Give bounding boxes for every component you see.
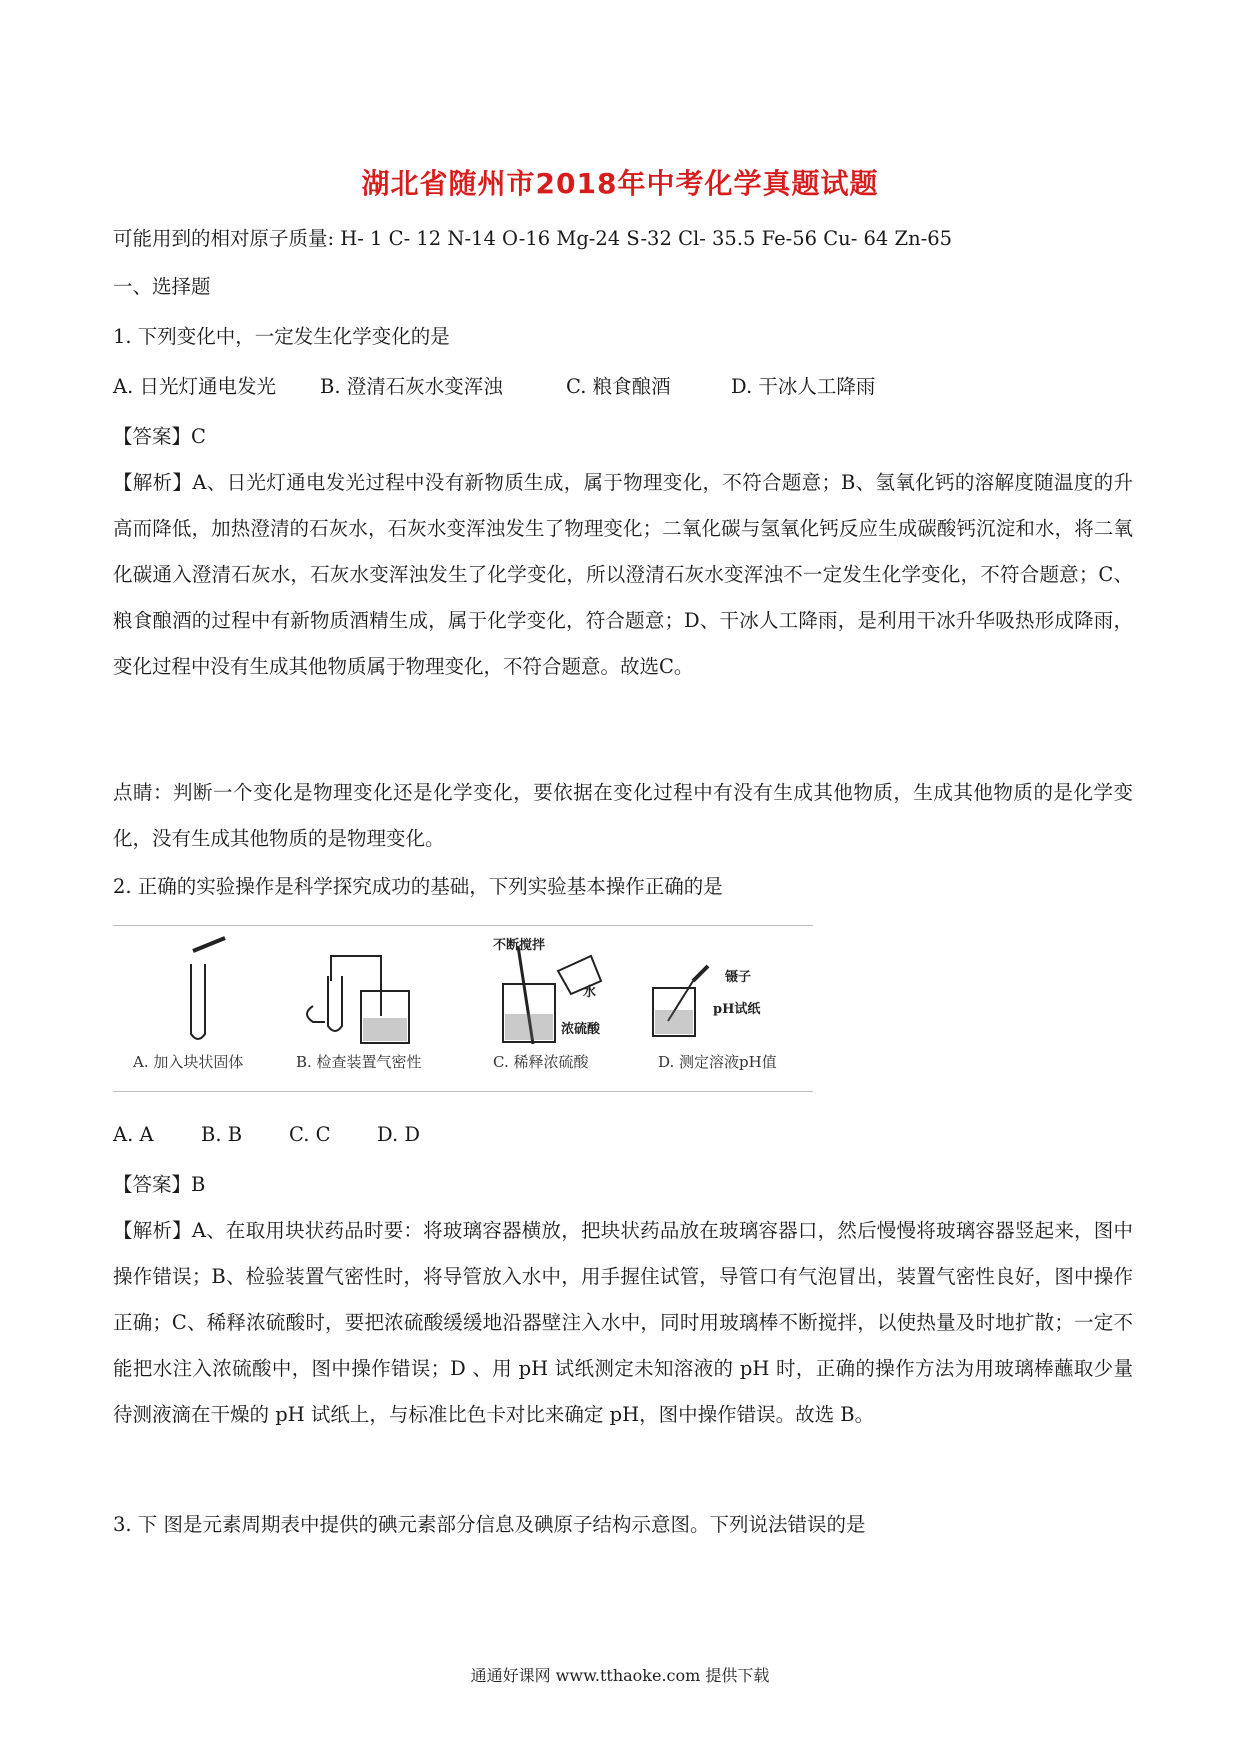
page-footer: 通通好课网 www.tthaoke.com 提供下载 — [470, 1666, 770, 1685]
test-tube-b — [328, 976, 342, 1031]
q2-analysis: 【解析】A、在取用块状药品时要：将玻璃容器横放，把块状药品放在玻璃容器口，然后慢慢将玻璃容器竖起来，图中操作错误；B、检验装置气密性时，将导管放入水中，用手握住试管，导管口有气泡冒出，装置气密性良好，图中操作正确；C、稀释浓硫酸时，要把浓硫酸缓缓地沿器壁注入水中，同时用玻璃棒不断搅拌，以使热量及时地扩散；一定不能把水注入浓硫酸中，图中操作错误；D 、用 pH 试纸测定未知溶液的 pH 时，正确的操作方法为用玻璃棒蘸取少量待测液滴在干燥的 pH 试纸上，与标准比色卡对比来确定 pH，图中操作错误。故选 B。 — [113, 1219, 1133, 1426]
q1-option-b: B. 澄清石灰水变浑浊 — [320, 375, 503, 398]
q1-stem: 1. 下列变化中，一定发生化学变化的是 — [113, 325, 450, 348]
q1-option-a: A. 日光灯通电发光 — [113, 375, 276, 398]
q3-stem: 3. 下 图是元素周期表中提供的碘元素部分信息及碘原子结构示意图。下列说法错误的是 — [113, 1513, 866, 1536]
caption-b: B. 检查装置气密性 — [296, 1053, 422, 1071]
q2-options — [113, 1122, 1133, 1148]
tweezers-d — [693, 966, 708, 981]
q2-experiment-figure — [113, 925, 813, 1092]
q1-options — [113, 374, 1133, 400]
label-stirring: 不断搅拌 — [493, 938, 546, 953]
q2-option-c: C. C — [289, 1123, 331, 1146]
caption-d: D. 测定溶液pH值 — [658, 1053, 777, 1071]
label-conc-acid: 浓硫酸 — [561, 1022, 601, 1037]
test-tube-a — [191, 964, 205, 1039]
delivery-tube-b — [331, 956, 381, 1016]
q1-option-c: C. 粮食酿酒 — [566, 375, 671, 398]
label-ph-paper: pH试纸 — [713, 1002, 761, 1017]
q1-tip: 点睛：判断一个变化是物理变化还是化学变化，要依据在变化过程中有没有生成其他物质，生成其他物质的是化学变化，没有生成其他物质的是物理变化。 — [113, 781, 1133, 850]
q1-answer: 【答案】C — [113, 425, 206, 448]
hand-b — [307, 1006, 325, 1022]
atomic-masses: 可能用到的相对原子质量: H- 1 C- 12 N-14 O-16 Mg-24 S-32 Cl- 35.5 Fe-56 Cu- 64 Zn-65 — [113, 227, 953, 250]
q2-option-a: A. A — [113, 1123, 154, 1146]
q1-analysis: 【解析】A、日光灯通电发光过程中没有新物质生成，属于物理变化，不符合题意；B、氢氧化钙的溶解度随温度的升高而降低，加热澄清的石灰水，石灰水变浑浊发生了物理变化；二氧化碳与氢氧化钙反应生成碳酸钙沉淀和水，将二氧化碳通入澄清石灰水，石灰水变浑浊发生了化学变化，所以澄清石灰水变浑浊不一定发生化学变化，不符合题意；C、粮食酿酒的过程中有新物质酒精生成，属于化学变化，符合题意；D、干冰人工降雨，是利用干冰升华吸热形成降雨，变化过程中没有生成其他物质属于物理变化，不符合题意。故选C。 — [113, 471, 1133, 678]
tweezers-a — [193, 938, 225, 951]
caption-c: C. 稀释浓硫酸 — [493, 1053, 589, 1071]
label-water: 水 — [583, 985, 597, 1000]
q1-option-d: D. 干冰人工降雨 — [731, 375, 876, 398]
q2-answer: 【答案】B — [113, 1173, 206, 1196]
page-title: 湖北省随州市2018年中考化学真题试题 — [361, 167, 879, 200]
q2-option-d: D. D — [377, 1123, 420, 1146]
section-heading: 一、选择题 — [113, 275, 211, 298]
label-tweezers: 镊子 — [725, 970, 752, 985]
q2-stem: 2. 正确的实验操作是科学探究成功的基础，下列实验基本操作正确的是 — [113, 875, 723, 898]
caption-a: A. 加入块状固体 — [133, 1053, 244, 1071]
q2-option-b: B. B — [201, 1123, 243, 1146]
